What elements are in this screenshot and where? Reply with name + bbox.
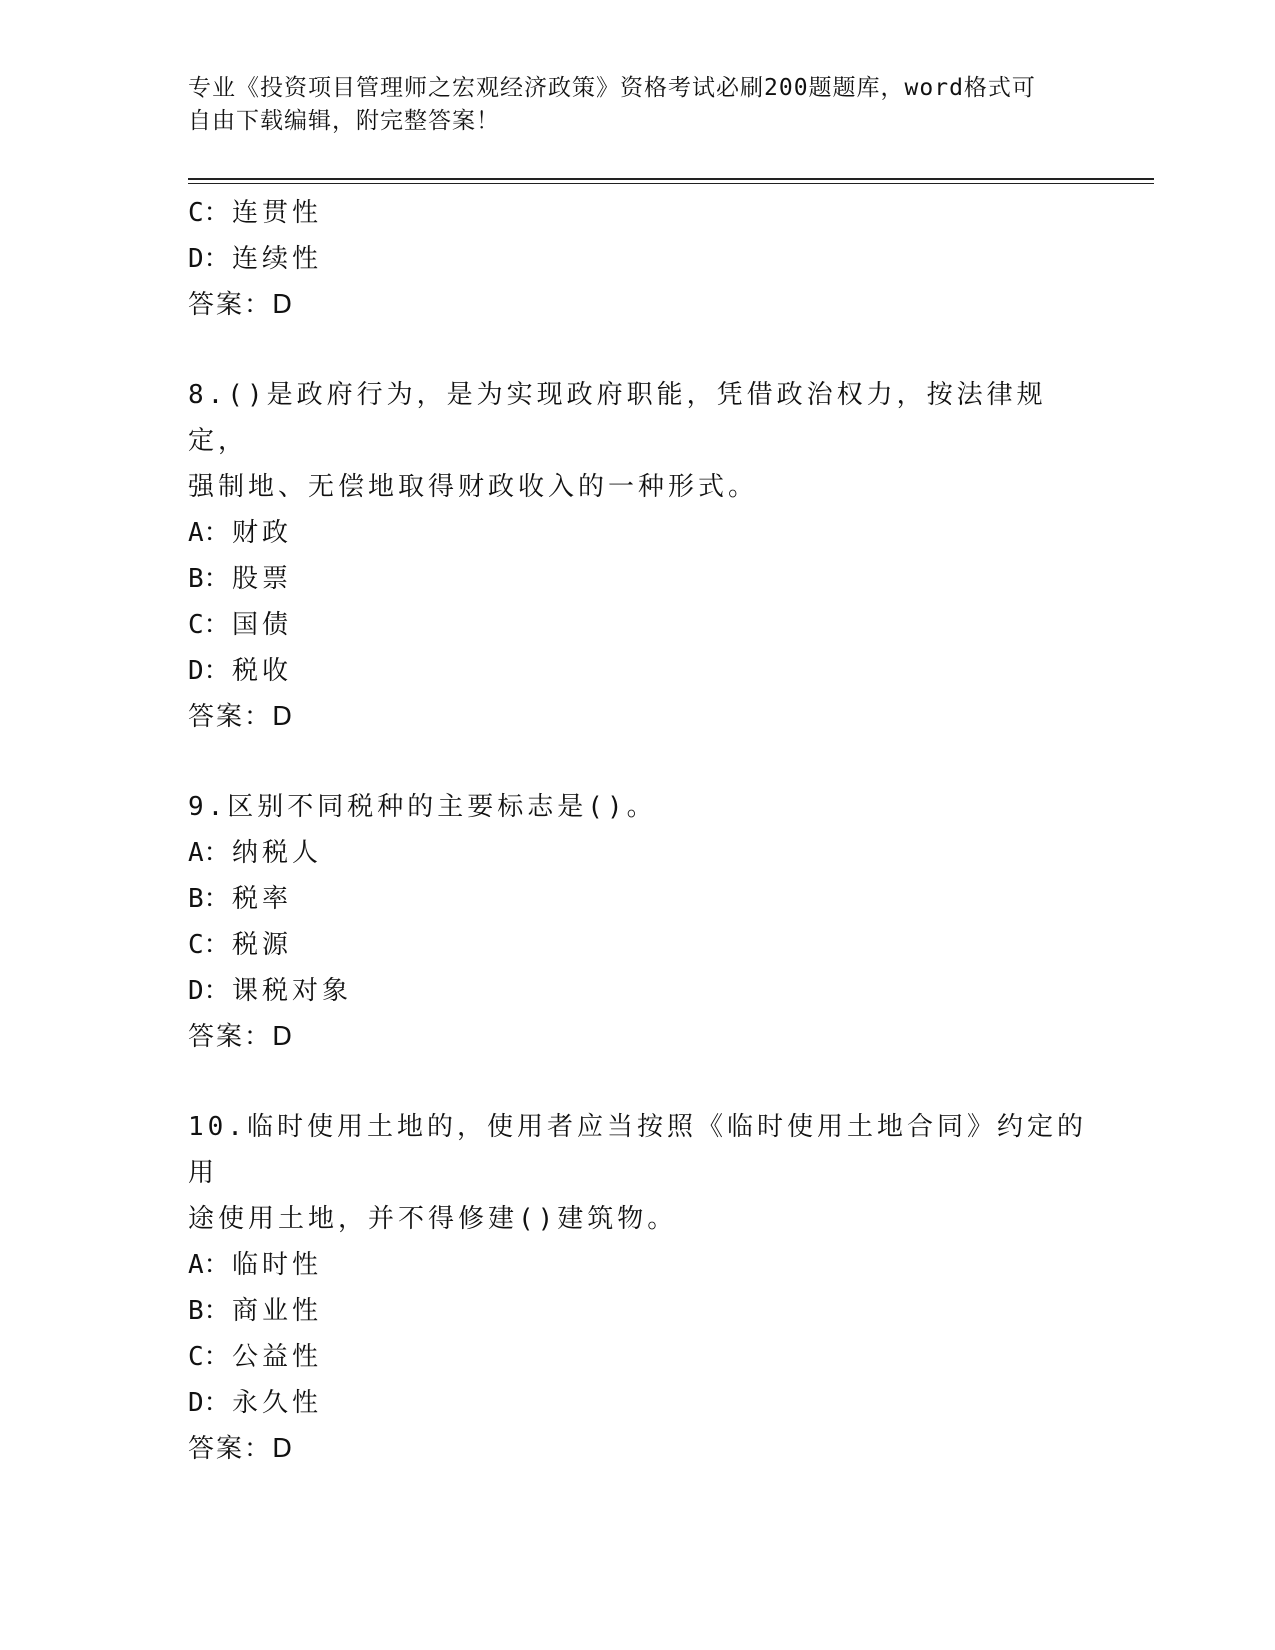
stem-line-1: 8.()是政府行为，是为实现政府职能，凭借政治权力，按法律规定，: [188, 380, 1047, 456]
option-text: 商业性: [232, 1296, 323, 1326]
header-rule-thin: [188, 183, 1154, 184]
option-d: [188, 1380, 1088, 1426]
option-label: C：: [188, 930, 230, 960]
option-label: D：: [188, 1388, 230, 1418]
header-line-2: 自由下载编辑，附完整答案！: [188, 108, 500, 134]
option-text: 纳税人: [232, 838, 323, 868]
option-d: [188, 968, 1088, 1014]
option-label: D：: [188, 976, 230, 1006]
option-text: 税收: [232, 656, 293, 686]
answer-line: 答案：D: [188, 1434, 295, 1464]
header-line-1: 专业《投资项目管理师之宏观经济政策》资格考试必刷200题题库，word格式可: [188, 75, 1036, 101]
option-d: [188, 648, 1088, 694]
option-label: C：: [188, 610, 230, 640]
question-9: [188, 784, 1088, 1060]
option-text: 股票: [232, 564, 293, 594]
option-b: [188, 876, 1088, 922]
option-c: [188, 1334, 1088, 1380]
question-stem: [188, 784, 1088, 830]
answer-line: 答案：D: [188, 290, 295, 320]
option-text: 连续性: [232, 244, 323, 274]
option-label: B：: [188, 1296, 230, 1326]
question-partial: [188, 190, 1088, 328]
option-text: 公益性: [232, 1342, 323, 1372]
stem-line-1: 10.临时使用土地的，使用者应当按照《临时使用土地合同》约定的用: [188, 1112, 1087, 1188]
option-label: B：: [188, 884, 230, 914]
question-list: [188, 190, 1088, 1516]
header-rule-thick: [188, 178, 1154, 180]
option-text: 连贯性: [232, 198, 323, 228]
option-d: [188, 236, 1088, 282]
option-b: [188, 1288, 1088, 1334]
option-text: 税率: [232, 884, 293, 914]
stem-line-2: 强制地、无偿地取得财政收入的一种形式。: [188, 472, 759, 502]
option-text: 国债: [232, 610, 293, 640]
option-a: [188, 510, 1088, 556]
option-text: 临时性: [232, 1250, 323, 1280]
option-label: C：: [188, 198, 230, 228]
option-text: 财政: [232, 518, 293, 548]
option-label: D：: [188, 656, 230, 686]
question-10: [188, 1104, 1088, 1472]
option-text: 税源: [232, 930, 293, 960]
option-a: [188, 1242, 1088, 1288]
option-b: [188, 556, 1088, 602]
question-stem: [188, 372, 1088, 510]
option-label: A：: [188, 518, 230, 548]
question-stem: [188, 1104, 1088, 1242]
option-a: [188, 830, 1088, 876]
stem-line-1: 9.区别不同税种的主要标志是()。: [188, 792, 657, 822]
question-8: [188, 372, 1088, 740]
answer-line: 答案：D: [188, 1022, 295, 1052]
option-label: A：: [188, 838, 230, 868]
option-label: C：: [188, 1342, 230, 1372]
option-label: D：: [188, 244, 230, 274]
option-c: [188, 602, 1088, 648]
document-header: [188, 72, 1068, 138]
option-c: [188, 922, 1088, 968]
option-text: 永久性: [232, 1388, 323, 1418]
stem-line-2: 途使用土地，并不得修建()建筑物。: [188, 1204, 678, 1234]
option-label: B：: [188, 564, 230, 594]
option-text: 课税对象: [232, 976, 353, 1006]
option-c: [188, 190, 1088, 236]
option-label: A：: [188, 1250, 230, 1280]
answer-line: 答案：D: [188, 702, 295, 732]
